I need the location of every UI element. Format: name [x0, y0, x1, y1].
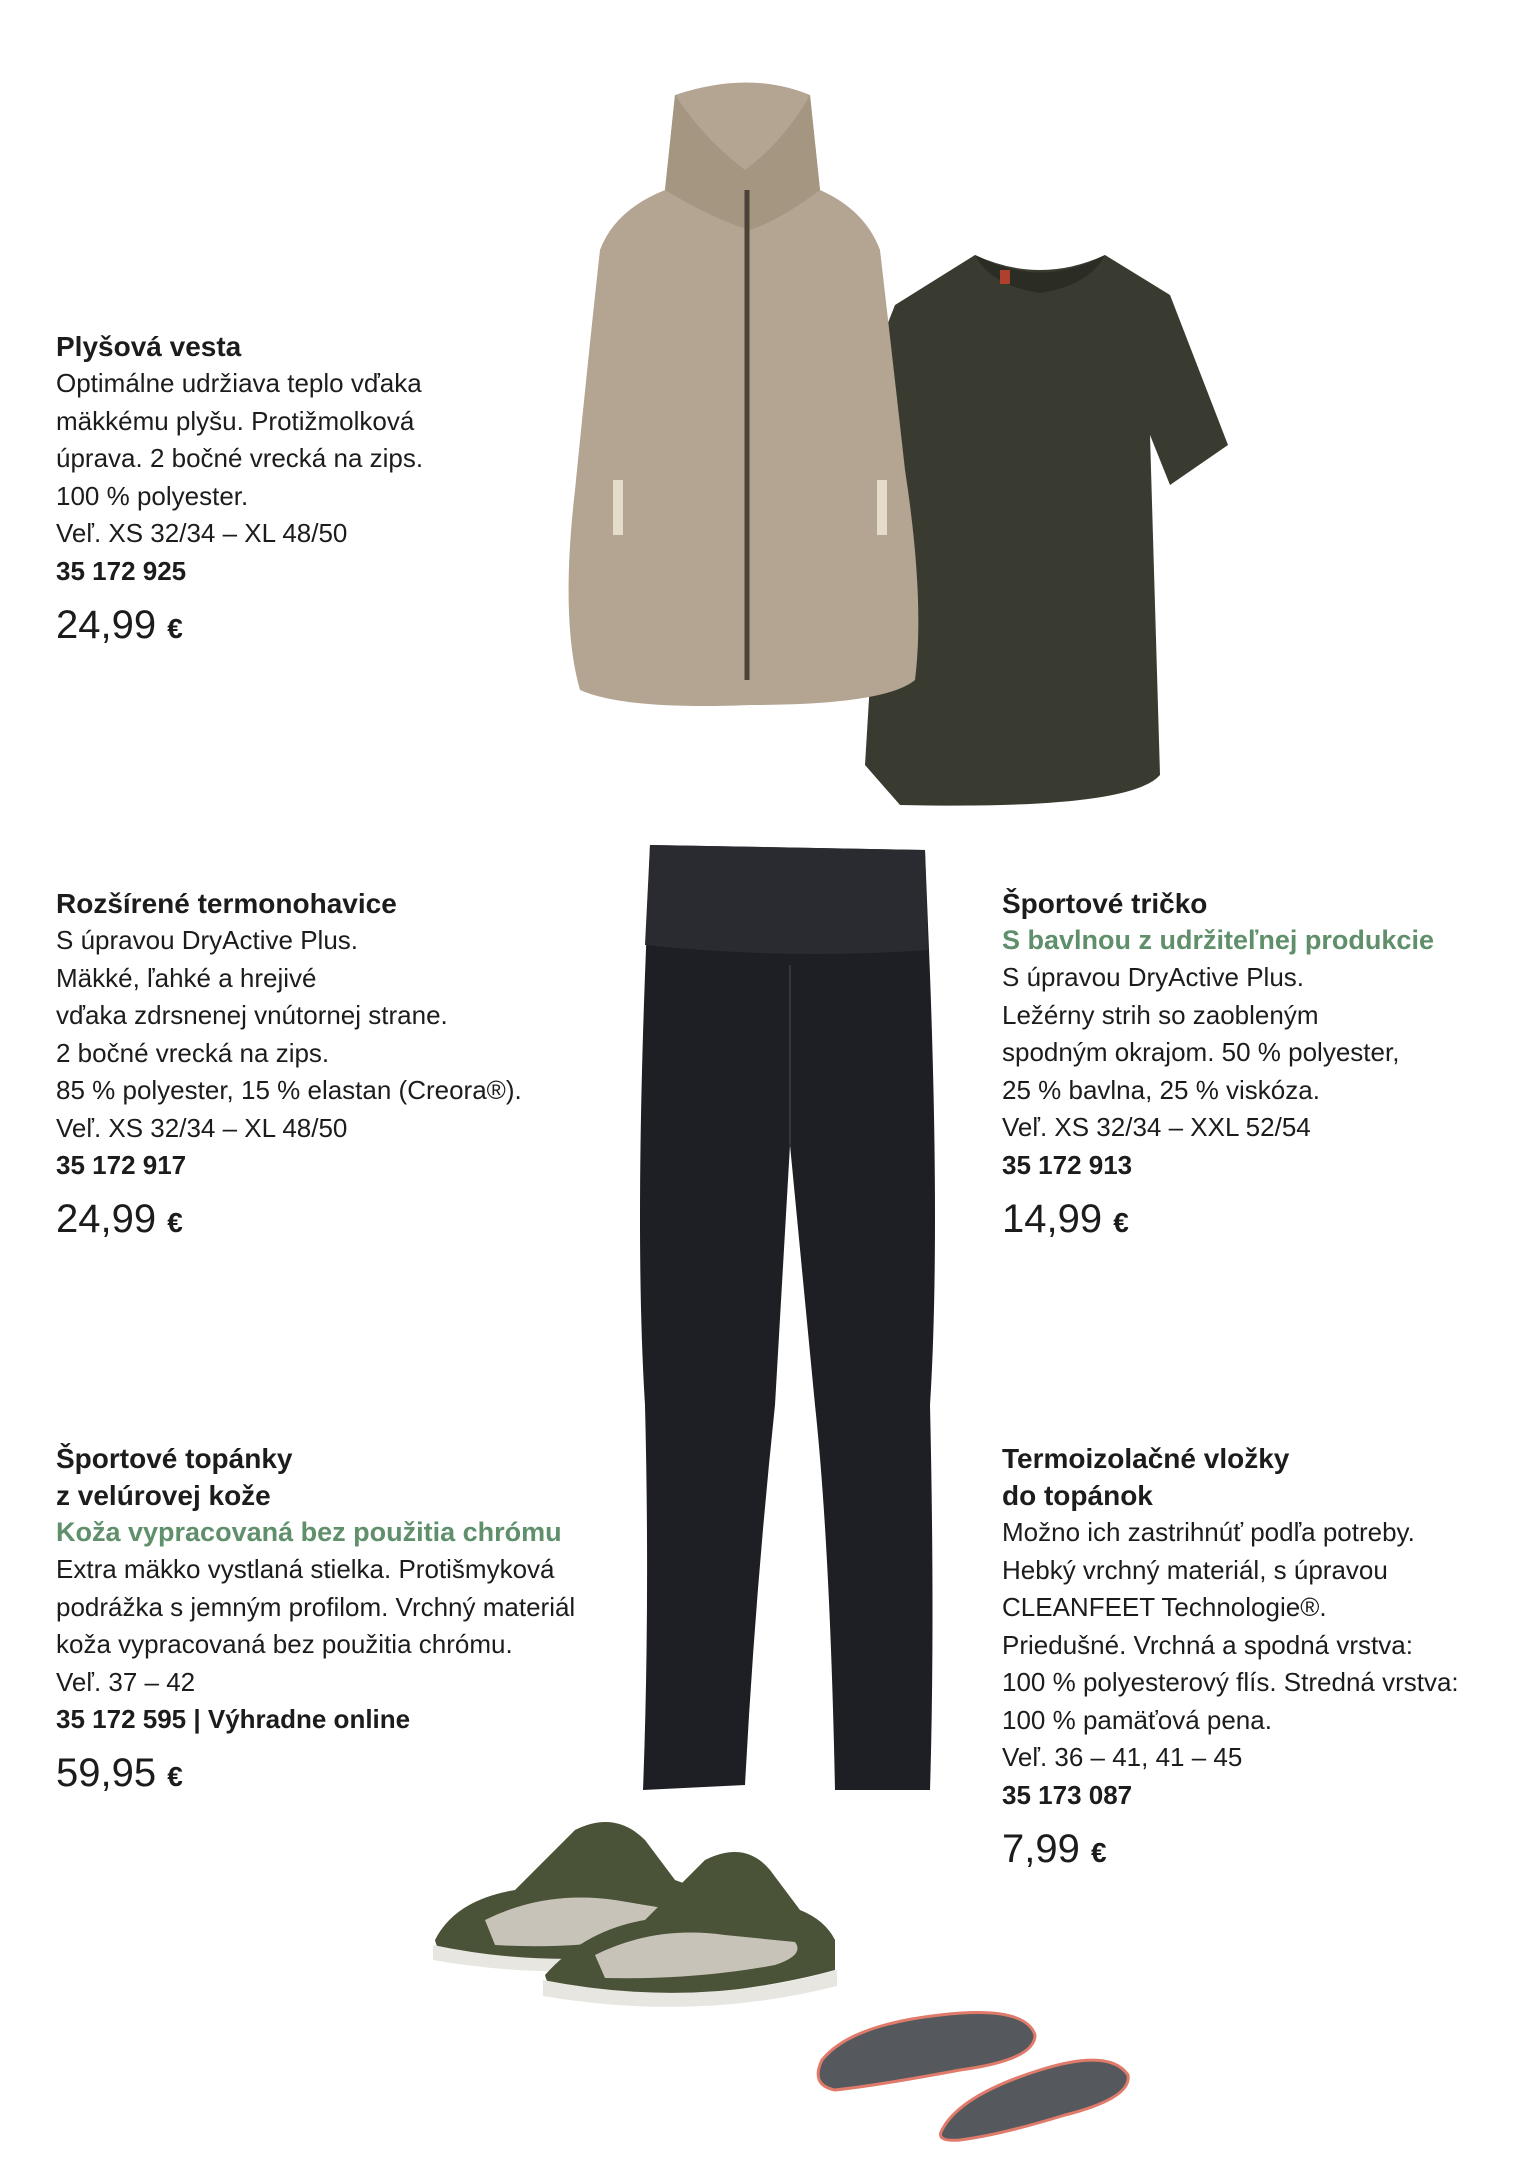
product-price: 24,99 € [56, 1197, 183, 1241]
product-pants [56, 885, 616, 1248]
product-price: 24,99 € [56, 602, 183, 647]
insoles-image [810, 1990, 1140, 2145]
product-insoles [1002, 1440, 1522, 1878]
product-description: Extra mäkko vystlaná stielka. Protišmyková podrážka s jemným profilom. Vrchný materiál koža vypracovaná bez použitia chrómu. Veľ. 37 – 42 [56, 1554, 576, 1697]
product-title: Športové topánky z velúrovej kože [56, 1443, 293, 1511]
product-price: 59,95 € [56, 1751, 183, 1795]
product-sneakers [56, 1440, 656, 1802]
product-price: 14,99 € [1002, 1196, 1129, 1241]
product-title: Termoizolačné vložky do topánok [1002, 1443, 1290, 1511]
product-vest [56, 328, 576, 654]
product-title: Plyšová vesta [56, 331, 242, 362]
product-code: 35 172 925 [56, 555, 187, 586]
product-description: S úpravou DryActive Plus. Mäkké, ľahké a hrejivé vďaka zdrsnenej vnútornej strane. 2 bočné vrecká na zips. 85 % polyester, 15 % elastan (Creora®). Veľ. XS 32/34 – XL 48/50 [56, 925, 522, 1143]
product-subtitle: Koža vypracovaná bez použitia chrómu [56, 1517, 562, 1547]
sneakers-image [425, 1790, 845, 2020]
product-code: 35 172 913 [1002, 1149, 1133, 1180]
product-description: Optimálne udržiava teplo vďaka mäkkému plyšu. Protižmolková úprava. 2 bočné vrecká na zips. 100 % polyester. Veľ. XS 32/34 – XL 48/50 [56, 368, 424, 548]
product-subtitle: S bavlnou z udržiteľnej produkcie [1002, 925, 1434, 955]
product-tshirt [1002, 885, 1522, 1248]
product-code: 35 173 087 [1002, 1779, 1133, 1810]
product-price: 7,99 € [1002, 1826, 1107, 1871]
product-title: Rozšírené termonohavice [56, 888, 397, 919]
product-description: S úpravou DryActive Plus. Ležérny strih so zaobleným spodným okrajom. 50 % polyester, 25 % bavlna, 25 % viskóza. Veľ. XS 32/34 – XXL 52/54 [1002, 962, 1400, 1142]
pants-image [640, 845, 940, 1795]
product-code: 35 172 595 | Výhradne online [56, 1704, 411, 1734]
product-title: Športové tričko [1002, 888, 1208, 919]
product-description: Možno ich zastrihnúť podľa potreby. Hebký vrchný materiál, s úpravou CLEANFEET Technologie®. Priedušné. Vrchná a spodná vrstva: 100 % polyesterový flís. Stredná vrstva: 100 % pamäťová pena. Veľ. 36 – 41, 41 – 45 [1002, 1517, 1459, 1772]
product-code: 35 172 917 [56, 1150, 187, 1180]
vest-image [565, 80, 935, 720]
